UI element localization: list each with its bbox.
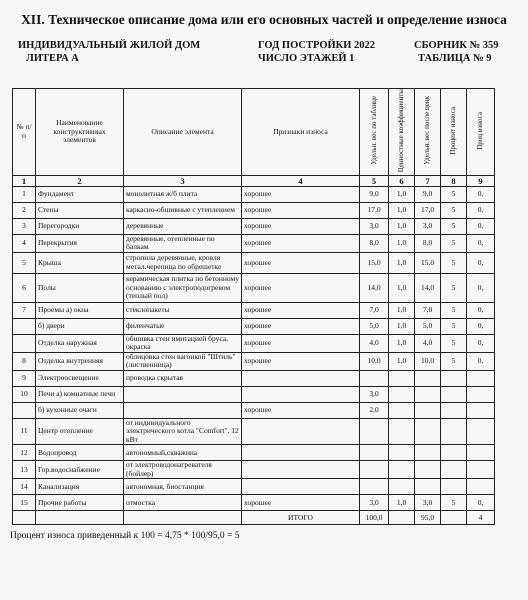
wear-share: 0, bbox=[467, 495, 495, 511]
weight-by-table: 9,0 bbox=[360, 186, 389, 202]
weight-after-coef: 3,0 bbox=[415, 495, 441, 511]
weight-after-coef bbox=[415, 461, 441, 479]
row-number: 1 bbox=[13, 186, 36, 202]
weight-after-coef bbox=[415, 418, 441, 445]
weight-after-coef: 9,0 bbox=[415, 186, 441, 202]
weight-after-coef: 3,0 bbox=[415, 218, 441, 234]
floor-count: ЧИСЛО ЭТАЖЕЙ 1 bbox=[258, 53, 355, 64]
value-coefficient: 1,0 bbox=[389, 234, 415, 252]
wear-share bbox=[467, 445, 495, 461]
element-description: стеклопакеты bbox=[124, 302, 242, 318]
element-description: облицовка стен вагонкой "Штиль" (лиственница) bbox=[124, 352, 242, 370]
element-description: автономная, биостанция bbox=[124, 479, 242, 495]
row-number: 14 bbox=[13, 479, 36, 495]
wear-signs: хорошее bbox=[242, 495, 360, 511]
element-name: Фундамент bbox=[36, 186, 124, 202]
wear-percent: 5 bbox=[441, 186, 467, 202]
weight-after-coef: 4,0 bbox=[415, 334, 441, 352]
wear-percent: 5 bbox=[441, 202, 467, 218]
wear-signs bbox=[242, 445, 360, 461]
table-row bbox=[13, 218, 495, 234]
wear-table bbox=[12, 88, 495, 525]
wear-signs: хорошее bbox=[242, 334, 360, 352]
wear-percent bbox=[441, 445, 467, 461]
wear-share bbox=[467, 461, 495, 479]
element-name: Проемы а) окна bbox=[36, 302, 124, 318]
wear-signs bbox=[242, 479, 360, 495]
table-number: ТАБЛИЦА № 9 bbox=[418, 53, 492, 64]
wear-share bbox=[467, 418, 495, 445]
wear-share: 0, bbox=[467, 273, 495, 302]
value-coefficient bbox=[389, 461, 415, 479]
element-description bbox=[124, 402, 242, 418]
wear-signs bbox=[242, 418, 360, 445]
wear-percent bbox=[441, 418, 467, 445]
value-coefficient: 1,0 bbox=[389, 186, 415, 202]
row-number: 5 bbox=[13, 252, 36, 273]
row-number: 3 bbox=[13, 218, 36, 234]
weight-by-table: 3,0 bbox=[360, 495, 389, 511]
element-name: Отделка внутренняя bbox=[36, 352, 124, 370]
value-coefficient: 1,0 bbox=[389, 334, 415, 352]
weight-after-coef: 15,0 bbox=[415, 252, 441, 273]
element-description: деревянные, отепленные по балкам bbox=[124, 234, 242, 252]
col-number: 4 bbox=[242, 175, 360, 186]
col-number: 9 bbox=[467, 175, 495, 186]
value-coefficient bbox=[389, 370, 415, 386]
element-name: б) кухонные очаги bbox=[36, 402, 124, 418]
element-description: стропила деревянные, кровля метал.черепица по обрешетке bbox=[124, 252, 242, 273]
table-row bbox=[13, 445, 495, 461]
row-number: 8 bbox=[13, 352, 36, 370]
weight-after-coef: 7,0 bbox=[415, 302, 441, 318]
weight-by-table: 7,0 bbox=[360, 302, 389, 318]
weight-by-table bbox=[360, 370, 389, 386]
weight-after-coef: 14,0 bbox=[415, 273, 441, 302]
element-name: Прочие работы bbox=[36, 495, 124, 511]
col-header-name: Наименование конструктивных элементов bbox=[36, 89, 124, 176]
element-name: Электроосвещение bbox=[36, 370, 124, 386]
table-row bbox=[13, 334, 495, 352]
col-number: 5 bbox=[360, 175, 389, 186]
col-number: 8 bbox=[441, 175, 467, 186]
weight-after-coef bbox=[415, 402, 441, 418]
col-number: 3 bbox=[124, 175, 242, 186]
weight-after-coef: 5,0 bbox=[415, 318, 441, 334]
wear-percent bbox=[441, 370, 467, 386]
table-row bbox=[13, 495, 495, 511]
table-row bbox=[13, 370, 495, 386]
weight-by-table bbox=[360, 418, 389, 445]
value-coefficient bbox=[389, 479, 415, 495]
wear-percent: 5 bbox=[441, 334, 467, 352]
wear-signs bbox=[242, 461, 360, 479]
row-number: 2 bbox=[13, 202, 36, 218]
row-number bbox=[13, 334, 36, 352]
wear-percent bbox=[441, 386, 467, 402]
element-description bbox=[124, 386, 242, 402]
total-label: ИТОГО bbox=[242, 511, 360, 525]
wear-percent bbox=[441, 479, 467, 495]
element-description: каркасно-обшивные с утеплением bbox=[124, 202, 242, 218]
wear-signs: хорошее bbox=[242, 218, 360, 234]
col-number: 6 bbox=[389, 175, 415, 186]
element-description: проводка скрытая bbox=[124, 370, 242, 386]
weight-after-coef: 17,0 bbox=[415, 202, 441, 218]
row-number: 11 bbox=[13, 418, 36, 445]
weight-by-table bbox=[360, 461, 389, 479]
weight-by-table: 14,0 bbox=[360, 273, 389, 302]
wear-share: 0, bbox=[467, 218, 495, 234]
col-header-desc: Описание элемента bbox=[124, 89, 242, 176]
wear-share: 0, bbox=[467, 318, 495, 334]
value-coefficient: 1,0 bbox=[389, 273, 415, 302]
value-coefficient: 1,0 bbox=[389, 495, 415, 511]
wear-percent: 5 bbox=[441, 218, 467, 234]
value-coefficient: 1,0 bbox=[389, 202, 415, 218]
wear-signs: хорошее bbox=[242, 352, 360, 370]
table-row bbox=[13, 234, 495, 252]
weight-by-table: 8,0 bbox=[360, 234, 389, 252]
wear-percent: 5 bbox=[441, 495, 467, 511]
weight-after-coef bbox=[415, 370, 441, 386]
row-number: 7 bbox=[13, 302, 36, 318]
wear-percent: 5 bbox=[441, 302, 467, 318]
wear-percent: 5 bbox=[441, 234, 467, 252]
row-number: 12 bbox=[13, 445, 36, 461]
table-row bbox=[13, 252, 495, 273]
weight-by-table bbox=[360, 479, 389, 495]
house-type: ИНДИВИДУАЛЬНЫЙ ЖИЛОЙ ДОМ bbox=[18, 40, 201, 51]
weight-after-coef bbox=[415, 445, 441, 461]
element-name: Стены bbox=[36, 202, 124, 218]
wear-percent bbox=[441, 461, 467, 479]
element-description: деревянные bbox=[124, 218, 242, 234]
litera: ЛИТЕРА А bbox=[26, 53, 79, 64]
total-weight-after: 95,0 bbox=[415, 511, 441, 525]
element-description: от электроводонагревателя (бойлер) bbox=[124, 461, 242, 479]
table-row bbox=[13, 402, 495, 418]
wear-share: 0, bbox=[467, 334, 495, 352]
element-name: Крыша bbox=[36, 252, 124, 273]
element-description: обшивка стен имитацией бруса, окраска bbox=[124, 334, 242, 352]
wear-share bbox=[467, 370, 495, 386]
weight-by-table: 17,0 bbox=[360, 202, 389, 218]
col-number: 1 bbox=[13, 175, 36, 186]
weight-after-coef: 8,0 bbox=[415, 234, 441, 252]
wear-percent bbox=[441, 402, 467, 418]
value-coefficient: 1,0 bbox=[389, 218, 415, 234]
element-name: б) двери bbox=[36, 318, 124, 334]
weight-by-table: 2,0 bbox=[360, 402, 389, 418]
value-coefficient bbox=[389, 418, 415, 445]
element-description: автономный,скважина bbox=[124, 445, 242, 461]
weight-after-coef bbox=[415, 479, 441, 495]
element-name: Печи а) комнатные печи bbox=[36, 386, 124, 402]
wear-share: 0, bbox=[467, 202, 495, 218]
wear-signs bbox=[242, 386, 360, 402]
col-header-wear-share: Проц износа bbox=[467, 89, 495, 176]
document-heading: XII. Техническое описание дома или его основных частей и определение износа bbox=[21, 12, 507, 27]
table-row bbox=[13, 386, 495, 402]
element-name: Перегородки bbox=[36, 218, 124, 234]
value-coefficient: 1,0 bbox=[389, 318, 415, 334]
row-number: 4 bbox=[13, 234, 36, 252]
wear-signs bbox=[242, 370, 360, 386]
col-header-no: № п/п bbox=[13, 89, 36, 176]
table-row bbox=[13, 186, 495, 202]
wear-percent: 5 bbox=[441, 318, 467, 334]
value-coefficient bbox=[389, 445, 415, 461]
wear-signs: хорошее bbox=[242, 402, 360, 418]
row-number: 9 bbox=[13, 370, 36, 386]
wear-signs: хорошее bbox=[242, 318, 360, 334]
row-number: 10 bbox=[13, 386, 36, 402]
wear-share bbox=[467, 402, 495, 418]
wear-share: 0, bbox=[467, 234, 495, 252]
weight-by-table: 15,0 bbox=[360, 252, 389, 273]
col-header-weight-table: Удельн. вес по таблице bbox=[360, 89, 389, 176]
weight-by-table: 10,0 bbox=[360, 352, 389, 370]
row-number: 13 bbox=[13, 461, 36, 479]
wear-signs: хорошее bbox=[242, 273, 360, 302]
col-header-coef: Ценностные коэффициенты bbox=[389, 89, 415, 176]
table-row bbox=[13, 273, 495, 302]
weight-by-table: 3,0 bbox=[360, 218, 389, 234]
element-name: Центр отопление bbox=[36, 418, 124, 445]
wear-share bbox=[467, 479, 495, 495]
wear-share: 0, bbox=[467, 186, 495, 202]
wear-share bbox=[467, 386, 495, 402]
table-row bbox=[13, 302, 495, 318]
col-number: 7 bbox=[415, 175, 441, 186]
wear-signs: хорошее bbox=[242, 202, 360, 218]
table-row bbox=[13, 461, 495, 479]
element-name: Отделка наружная bbox=[36, 334, 124, 352]
element-description: монолитная ж/б плита bbox=[124, 186, 242, 202]
weight-by-table bbox=[360, 445, 389, 461]
element-description: керамическая плитка по бетонному основанию с электроподогревом (теплый пол) bbox=[124, 273, 242, 302]
element-name: Гор.водоснабжение bbox=[36, 461, 124, 479]
wear-signs: хорошее bbox=[242, 252, 360, 273]
wear-share: 0, bbox=[467, 302, 495, 318]
col-number: 2 bbox=[36, 175, 124, 186]
total-weight: 100,0 bbox=[360, 511, 389, 525]
total-wear-share: 4 bbox=[467, 511, 495, 525]
wear-footnote: Процент износа приведенный к 100 = 4,75 * 100/95,0 = 5 bbox=[10, 531, 240, 541]
col-header-signs: Признаки износа bbox=[242, 89, 360, 176]
wear-percent: 5 bbox=[441, 252, 467, 273]
weight-by-table: 4,0 bbox=[360, 334, 389, 352]
table-row bbox=[13, 352, 495, 370]
wear-percent: 5 bbox=[441, 273, 467, 302]
row-number bbox=[13, 318, 36, 334]
col-header-weight-after: Удельн. вес после ценк bbox=[415, 89, 441, 176]
wear-signs: хорошее bbox=[242, 234, 360, 252]
row-number: 6 bbox=[13, 273, 36, 302]
element-name: Перекрытия bbox=[36, 234, 124, 252]
element-description: от индивидуального электрического котла "Comfort", 12 кВт bbox=[124, 418, 242, 445]
year-built: ГОД ПОСТРОЙКИ 2022 bbox=[258, 40, 376, 51]
row-number: 15 bbox=[13, 495, 36, 511]
value-coefficient bbox=[389, 402, 415, 418]
collection-number: СБОРНИК № 359 bbox=[414, 40, 499, 51]
element-name: Полы bbox=[36, 273, 124, 302]
weight-after-coef bbox=[415, 386, 441, 402]
value-coefficient: 1,0 bbox=[389, 302, 415, 318]
element-name: Канализация bbox=[36, 479, 124, 495]
weight-by-table: 5,0 bbox=[360, 318, 389, 334]
value-coefficient: 1,0 bbox=[389, 352, 415, 370]
weight-after-coef: 10,0 bbox=[415, 352, 441, 370]
table-row bbox=[13, 318, 495, 334]
col-header-wear-pct: Процент износа bbox=[441, 89, 467, 176]
element-name: Водопровод bbox=[36, 445, 124, 461]
table-row bbox=[13, 202, 495, 218]
row-number bbox=[13, 402, 36, 418]
wear-share: 0, bbox=[467, 352, 495, 370]
wear-signs: хорошее bbox=[242, 302, 360, 318]
value-coefficient: 1,0 bbox=[389, 252, 415, 273]
wear-signs: хорошее bbox=[242, 186, 360, 202]
table-row bbox=[13, 479, 495, 495]
weight-by-table: 3,0 bbox=[360, 386, 389, 402]
value-coefficient bbox=[389, 386, 415, 402]
wear-share: 0, bbox=[467, 252, 495, 273]
element-description: филенчатые bbox=[124, 318, 242, 334]
wear-percent: 5 bbox=[441, 352, 467, 370]
element-description: отмостка bbox=[124, 495, 242, 511]
table-row bbox=[13, 418, 495, 445]
